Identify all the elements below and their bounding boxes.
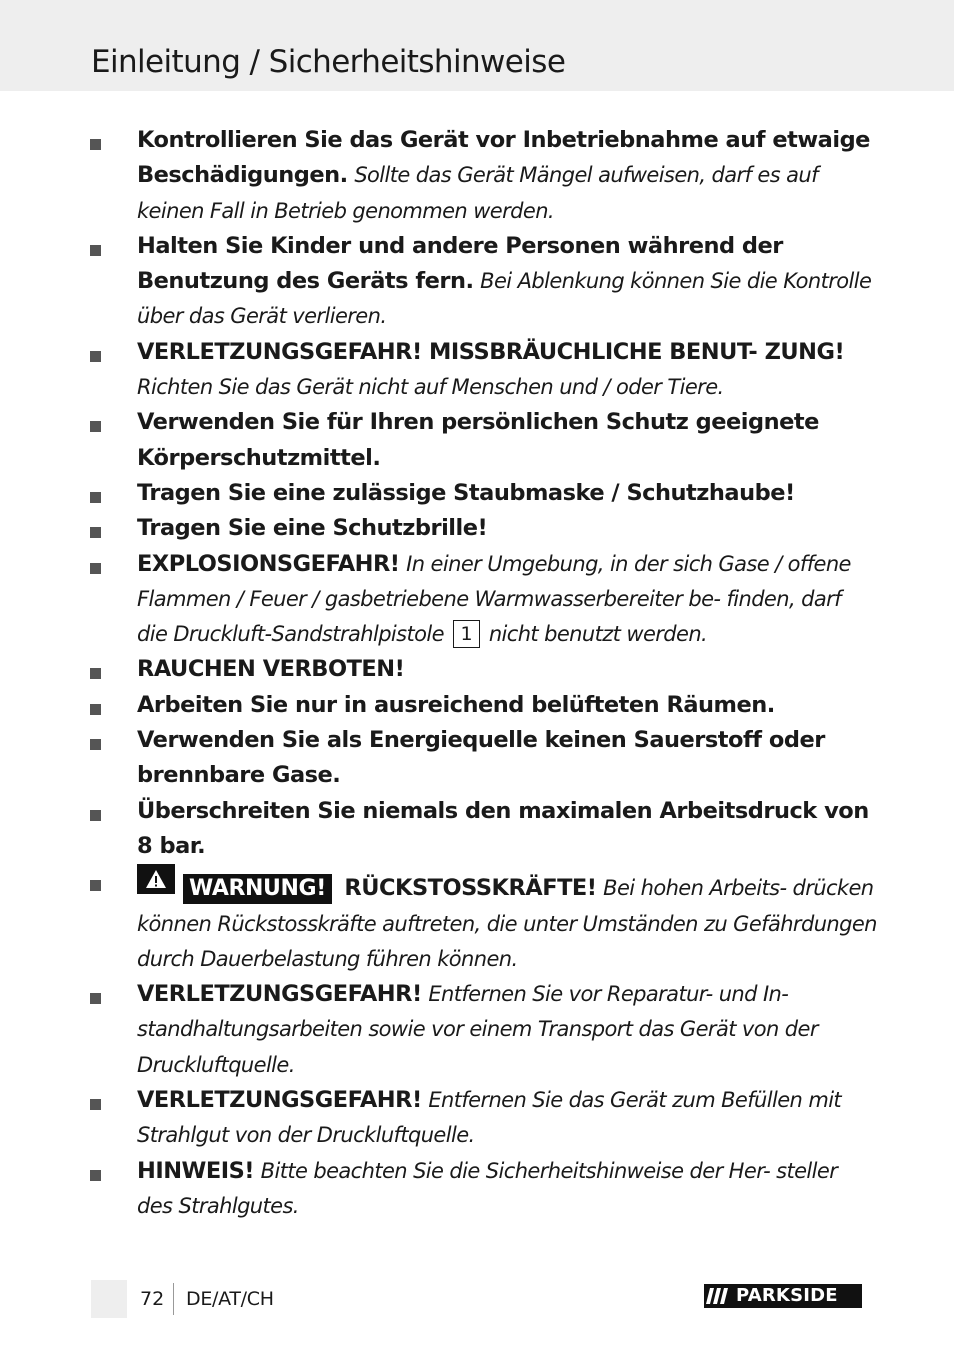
item-body: Bitte beachten Sie die Sicherheitshinweise der Her- steller des Strahlgutes. <box>137 1158 838 1218</box>
square-bullet-icon <box>90 993 101 1004</box>
warning-triangle-icon <box>137 864 175 894</box>
item-body: Bei Ablenkung können Sie die Kontrolle über das Gerät verlieren. <box>137 269 872 329</box>
list-item <box>0 476 877 511</box>
item-body: Bei hohen Arbeits- drücken können Rückstosskräfte auftreten, die unter Umständen zu Gefährdungen durch Dauerbelastung führen können. <box>137 876 877 971</box>
list-item <box>0 547 877 653</box>
list-item <box>0 977 877 1083</box>
list-item <box>0 723 877 794</box>
square-bullet-icon <box>90 139 101 150</box>
list-item <box>0 405 877 476</box>
item-lead: VERLETZUNGSGEFAHR! <box>137 981 422 1008</box>
figure-reference-badge: 1 <box>453 620 481 648</box>
square-bullet-icon <box>90 668 101 679</box>
brand-name: PARKSIDE <box>736 1285 838 1306</box>
square-bullet-icon <box>90 739 101 750</box>
list-item <box>0 511 877 546</box>
item-body-after: nicht benutzt werden. <box>488 622 708 647</box>
item-lead: Halten Sie Kinder und andere Personen während der Benutzung des Geräts fern. <box>137 232 783 295</box>
square-bullet-icon <box>90 1099 101 1110</box>
list-item <box>0 1154 877 1225</box>
list-item <box>0 688 877 723</box>
item-body: Entfernen Sie vor Reparatur- und In- standhaltungsarbeiten sowie vor einem Transport das Gerät von der Druckluftquelle. <box>137 982 818 1077</box>
item-lead: Arbeiten Sie nur in ausreichend belüfteten Räumen. <box>137 691 775 718</box>
item-lead: Tragen Sie eine zulässige Staubmaske / Schutzhaube! <box>137 479 795 506</box>
item-lead: EXPLOSIONSGEFAHR! <box>137 550 400 577</box>
square-bullet-icon <box>90 563 101 574</box>
item-lead: Verwenden Sie für Ihren persönlichen Schutz geeignete Körperschutzmittel. <box>137 409 819 471</box>
list-item <box>0 652 877 687</box>
safety-instructions-list <box>0 123 954 1224</box>
item-body: Sollte das Gerät Mängel aufweisen, darf es auf keinen Fall in Betrieb genommen werden. <box>137 163 818 223</box>
square-bullet-icon <box>90 421 101 432</box>
list-item <box>0 229 877 335</box>
page-title: Einleitung / Sicherheitshinweise <box>91 44 566 80</box>
warning-label: WARNUNG! <box>183 874 332 904</box>
list-item <box>0 794 877 865</box>
list-item <box>0 123 877 229</box>
item-lead: RAUCHEN VERBOTEN! <box>137 656 405 683</box>
item-lead: VERLETZUNGSGEFAHR! <box>137 1087 422 1114</box>
item-lead: RÜCKSTOSSKRÄFTE! <box>344 875 597 902</box>
square-bullet-icon <box>90 492 101 503</box>
footer-divider <box>173 1283 174 1315</box>
item-body: Entfernen Sie das Gerät zum Befüllen mit Strahlgut von der Druckluftquelle. <box>137 1088 842 1148</box>
item-body: Richten Sie das Gerät nicht auf Menschen und / oder Tiere. <box>137 375 724 400</box>
square-bullet-icon <box>90 527 101 538</box>
logo-stripes-icon <box>704 1284 734 1308</box>
item-lead: Überschreiten Sie niemals den maximalen Arbeitsdruck von 8 bar. <box>137 797 869 859</box>
page-number: 72 <box>140 1288 165 1310</box>
item-lead: Verwenden Sie als Energiequelle keinen Sauerstoff oder brennbare Gase. <box>137 727 825 789</box>
item-lead: Tragen Sie eine Schutzbrille! <box>137 515 488 542</box>
list-item <box>0 1083 877 1154</box>
square-bullet-icon <box>90 810 101 821</box>
footer-tab <box>91 1280 127 1318</box>
item-lead: Kontrollieren Sie das Gerät vor Inbetriebnahme auf etwaige Beschädigungen. <box>137 127 870 189</box>
parkside-logo-icon <box>704 1284 862 1308</box>
list-item <box>0 335 877 406</box>
item-body: In einer Umgebung, in der sich Gase / offene Flammen / Feuer / gasbetriebene Warmwasserbereiter be- finden, darf die Druckluft-Sandstrahlpistole <box>137 551 851 647</box>
square-bullet-icon <box>90 351 101 362</box>
locale-label: DE/AT/CH <box>186 1288 274 1310</box>
square-bullet-icon <box>90 704 101 715</box>
item-lead: VERLETZUNGSGEFAHR! MISSBRÄUCHLICHE BENUT- ZUNG! <box>137 338 845 365</box>
item-lead: HINWEIS! <box>137 1157 255 1184</box>
square-bullet-icon <box>90 245 101 256</box>
square-bullet-icon <box>90 880 101 891</box>
list-item <box>0 864 877 977</box>
square-bullet-icon <box>90 1170 101 1181</box>
